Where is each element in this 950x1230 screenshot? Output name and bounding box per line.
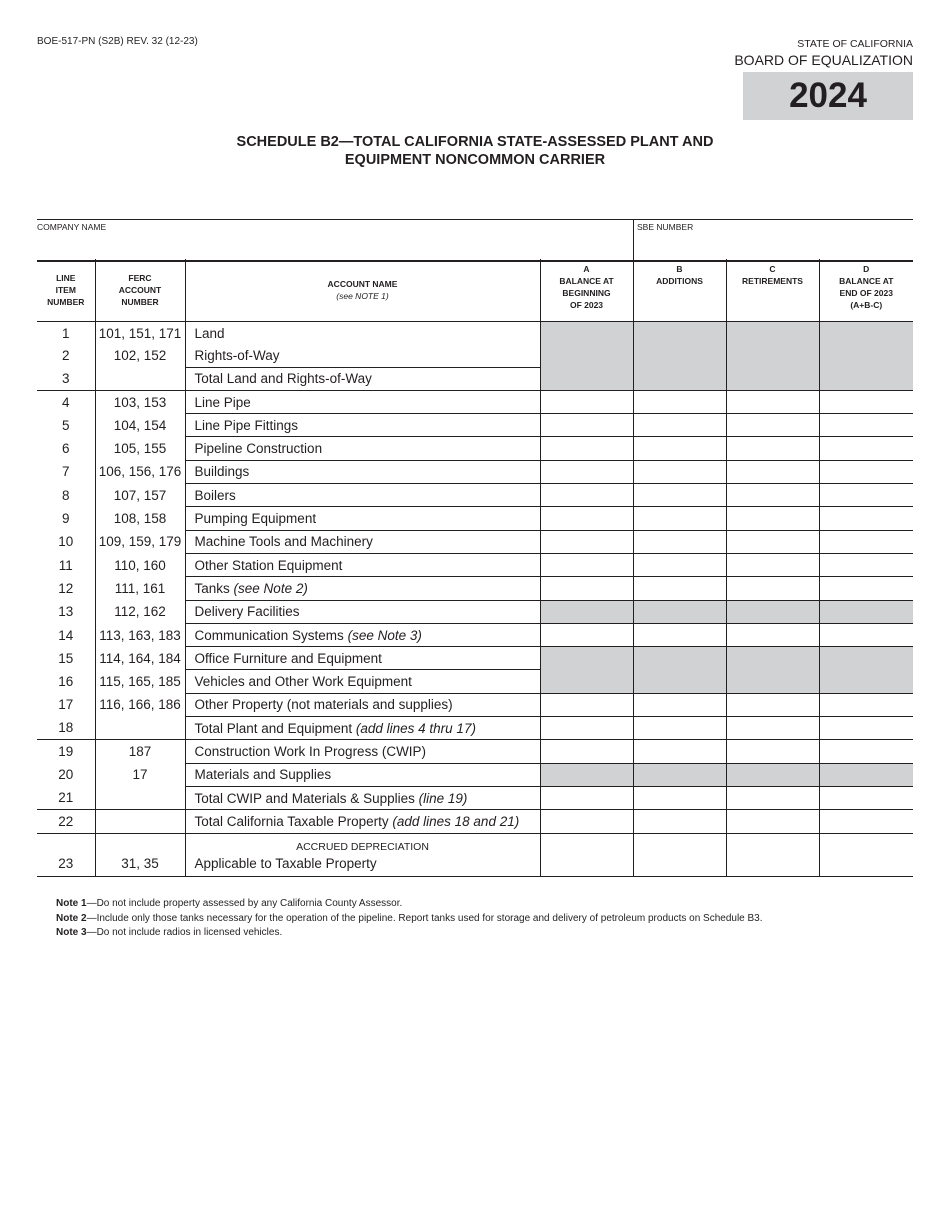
line-item-number: 13 [58, 604, 74, 620]
table-row [37, 623, 913, 646]
amount-cell-a [540, 322, 633, 345]
sbe-number-field[interactable] [633, 220, 914, 260]
col-header-c [726, 259, 819, 322]
ferc-account-number: 110, 160 [95, 553, 185, 576]
amount-cell-d[interactable] [819, 530, 913, 553]
account-name [185, 623, 540, 646]
amount-cell-d[interactable] [819, 414, 913, 437]
amount-cell-d[interactable] [819, 833, 913, 876]
line-item-number: 9 [61, 511, 70, 527]
line-item-number: 16 [58, 674, 74, 690]
amount-cell-d[interactable] [819, 740, 913, 763]
account-name-text: Vehicles and Other Work Equipment [194, 674, 412, 690]
amount-cell-c[interactable] [726, 460, 819, 483]
account-name [185, 322, 540, 345]
account-name-text: Line Pipe Fittings [194, 417, 299, 433]
amount-cell-d[interactable] [819, 810, 913, 833]
amount-cell-a[interactable] [540, 437, 633, 460]
header-text: BEGINNING [562, 288, 611, 298]
account-name [185, 484, 540, 507]
ferc-account-number: 101, 151, 171 [95, 322, 185, 345]
table-row [37, 600, 913, 623]
account-name-note: (see Note 3) [347, 627, 422, 643]
amount-cell-a[interactable] [540, 623, 633, 646]
amount-cell-b [633, 367, 726, 390]
col-header-ferc [95, 259, 185, 322]
account-name [185, 460, 540, 483]
header-text: (A+B-C) [850, 300, 883, 310]
table-row [37, 670, 913, 693]
amount-cell-a[interactable] [540, 530, 633, 553]
amount-cell-b[interactable] [633, 717, 726, 740]
line-item-number: 8 [61, 487, 70, 503]
header-text: LINE [56, 273, 76, 283]
account-name-text: Total California Taxable Property [194, 813, 389, 829]
account-name [185, 717, 540, 740]
ferc-account-number: 104, 154 [95, 414, 185, 437]
line-item-number: 6 [61, 441, 70, 457]
amount-cell-a[interactable] [540, 484, 633, 507]
amount-cell-d [819, 763, 913, 786]
account-name-text: Delivery Facilities [194, 604, 300, 620]
account-name-text: Construction Work In Progress (CWIP) [194, 743, 427, 759]
amount-cell-b[interactable] [633, 460, 726, 483]
header-text: ADDITIONS [656, 276, 703, 286]
table-row [37, 460, 913, 483]
account-name [185, 810, 540, 833]
form-code: BOE-517-PN (S2B) REV. 32 (12-23) [37, 36, 198, 47]
line-item-number: 23 [37, 833, 95, 876]
amount-cell-b[interactable] [633, 484, 726, 507]
amount-cell-a [540, 647, 633, 670]
account-name [185, 507, 540, 530]
note-text: —Do not include radios in licensed vehicles. [86, 927, 283, 938]
ferc-account-number: 105, 155 [95, 437, 185, 460]
header-text: C [769, 264, 776, 274]
ferc-account-number [95, 810, 185, 833]
amount-cell-a[interactable] [540, 693, 633, 716]
board-label: BOARD OF EQUALIZATION [734, 52, 913, 68]
header-text: BALANCE AT [839, 276, 894, 286]
amount-cell-c[interactable] [726, 414, 819, 437]
tax-year-badge: 2024 [743, 72, 913, 120]
note-1 [56, 897, 763, 912]
table-row [37, 367, 913, 390]
account-name [185, 600, 540, 623]
amount-cell-d[interactable] [819, 717, 913, 740]
header-text: B [676, 264, 683, 274]
amount-cell-a [540, 367, 633, 390]
account-name-text: Total Plant and Equipment [194, 720, 353, 736]
ferc-account-number: 109, 159, 179 [95, 530, 185, 553]
line-item-number: 21 [37, 786, 95, 809]
amount-cell-a[interactable] [540, 833, 633, 876]
table-row [37, 740, 913, 763]
amount-cell-c [726, 670, 819, 693]
amount-cell-a [540, 344, 633, 367]
ferc-account-number [95, 786, 185, 809]
note-3 [56, 926, 763, 941]
amount-cell-a[interactable] [540, 460, 633, 483]
amount-cell-c[interactable] [726, 530, 819, 553]
line-item-number: 19 [58, 744, 74, 760]
amount-cell-c[interactable] [726, 833, 819, 876]
note-text: —Include only those tanks necessary for the operation of the pipeline. Report tanks used for storage and delivery of petroleum products on Schedule B3. [86, 912, 763, 924]
table-row [37, 553, 913, 576]
amount-cell-b [633, 670, 726, 693]
account-name-text: Total Land and Rights-of-Way [194, 371, 372, 387]
line-item-number: 1 [61, 325, 70, 341]
col-header-line [37, 259, 95, 322]
account-name [185, 786, 540, 809]
company-name-field[interactable]: COMPANY NAME [37, 222, 107, 232]
amount-cell-d [819, 367, 913, 390]
amount-cell-c [726, 344, 819, 367]
amount-cell-c[interactable] [726, 484, 819, 507]
account-name-note: (add lines 18 and 21) [392, 813, 520, 829]
account-name-note: (add lines 4 thru 17) [355, 720, 476, 736]
table-row [37, 344, 913, 367]
header-text: OF 2023 [569, 300, 604, 310]
ferc-account-number: 112, 162 [95, 600, 185, 623]
amount-cell-b[interactable] [633, 553, 726, 576]
amount-cell-b[interactable] [633, 390, 726, 413]
amount-cell-c[interactable] [726, 553, 819, 576]
amount-cell-c[interactable] [726, 623, 819, 646]
ferc-account-number: 111, 161 [95, 577, 185, 600]
account-name-text: Boilers [194, 487, 236, 503]
line-item-number: 15 [58, 650, 74, 666]
table-row [37, 833, 913, 876]
amount-cell-c[interactable] [726, 693, 819, 716]
amount-cell-d [819, 670, 913, 693]
amount-cell-d[interactable] [819, 577, 913, 600]
title-line-2: EQUIPMENT NONCOMMON CARRIER [344, 152, 606, 168]
ferc-account-number: 116, 166, 186 [95, 693, 185, 716]
amount-cell-c [726, 322, 819, 345]
amount-cell-d [819, 600, 913, 623]
title-line-1: SCHEDULE B2—TOTAL CALIFORNIA STATE-ASSESSED PLANT AND [236, 134, 714, 150]
company-info-row [37, 219, 913, 262]
amount-cell-a[interactable] [540, 577, 633, 600]
amount-cell-b[interactable] [633, 507, 726, 530]
account-name-text: Total CWIP and Materials & Supplies [194, 790, 415, 806]
sbe-number-label: SBE NUMBER [637, 222, 694, 232]
amount-cell-b[interactable] [633, 623, 726, 646]
line-item-number: 2 [61, 348, 70, 364]
amount-cell-b[interactable] [633, 810, 726, 833]
line-item-number: 17 [58, 697, 74, 713]
account-name-text: Buildings [194, 464, 250, 480]
account-name-text: Line Pipe [194, 394, 251, 410]
header-text: A [583, 264, 590, 274]
amount-cell-d[interactable] [819, 786, 913, 809]
amount-cell-a [540, 670, 633, 693]
account-name-label: ACCOUNT NAME [327, 279, 398, 289]
account-name [185, 530, 540, 553]
header-text: ITEM [55, 285, 76, 295]
ferc-account-number: 113, 163, 183 [95, 623, 185, 646]
col-header-d [819, 259, 913, 322]
account-name-note: (see NOTE 1) [336, 291, 389, 301]
table-row [37, 577, 913, 600]
account-name-note: (line 19) [418, 790, 468, 806]
table-row [37, 484, 913, 507]
table-row [37, 437, 913, 460]
ferc-account-number: 102, 152 [95, 344, 185, 367]
account-name-text: Materials and Supplies [194, 767, 332, 783]
col-header-account [185, 259, 540, 322]
account-name-text: Rights-of-Way [194, 347, 280, 363]
state-label: STATE OF CALIFORNIA [797, 38, 913, 50]
amount-cell-a[interactable] [540, 553, 633, 576]
amount-cell-c [726, 600, 819, 623]
col-header-b [633, 259, 726, 322]
amount-cell-b[interactable] [633, 740, 726, 763]
amount-cell-a[interactable] [540, 740, 633, 763]
amount-cell-a[interactable] [540, 390, 633, 413]
ferc-account-number: 187 [95, 740, 185, 763]
line-item-number: 20 [58, 767, 74, 783]
ferc-account-number: 107, 157 [95, 484, 185, 507]
amount-cell-d [819, 322, 913, 345]
amount-cell-c[interactable] [726, 740, 819, 763]
account-name [185, 367, 540, 390]
account-name-text: Other Property (not materials and supplies) [194, 697, 453, 713]
amount-cell-b [633, 600, 726, 623]
line-item-number: 22 [37, 810, 95, 833]
table-row [37, 530, 913, 553]
amount-cell-b [633, 344, 726, 367]
amount-cell-b[interactable] [633, 577, 726, 600]
amount-cell-c[interactable] [726, 390, 819, 413]
account-name [185, 833, 540, 876]
amount-cell-a [540, 600, 633, 623]
amount-cell-c [726, 763, 819, 786]
amount-cell-d[interactable] [819, 484, 913, 507]
table-row [37, 414, 913, 437]
header-text: NUMBER [121, 297, 159, 307]
amount-cell-d[interactable] [819, 693, 913, 716]
account-name-note: (see Note 2) [233, 580, 308, 596]
note-label: Note 2 [56, 912, 87, 924]
account-name [185, 693, 540, 716]
table-row [37, 507, 913, 530]
schedule-table [37, 259, 913, 877]
account-name-text: Machine Tools and Machinery [194, 534, 373, 550]
amount-cell-d[interactable] [819, 623, 913, 646]
note-2 [56, 912, 763, 927]
amount-cell-a[interactable] [540, 717, 633, 740]
table-row [37, 647, 913, 670]
account-name-text: Tanks [194, 580, 230, 596]
ferc-account-number: 31, 35 [95, 833, 185, 876]
amount-cell-c[interactable] [726, 577, 819, 600]
account-name [185, 763, 540, 786]
header-text: ACCOUNT [118, 285, 162, 295]
amount-cell-b[interactable] [633, 530, 726, 553]
line-item-number: 7 [61, 464, 70, 480]
amount-cell-c[interactable] [726, 717, 819, 740]
amount-cell-d[interactable] [819, 460, 913, 483]
account-name [185, 553, 540, 576]
ferc-account-number: 106, 156, 176 [95, 460, 185, 483]
amount-cell-a[interactable] [540, 414, 633, 437]
amount-cell-c[interactable] [726, 437, 819, 460]
notes-section [56, 897, 763, 941]
note-label: Note 3 [56, 927, 87, 938]
ferc-account-number: 114, 164, 184 [95, 647, 185, 670]
header-text: NUMBER [47, 297, 85, 307]
amount-cell-d[interactable] [819, 553, 913, 576]
page-title [0, 133, 950, 169]
ferc-account-number: 108, 158 [95, 507, 185, 530]
account-name [185, 390, 540, 413]
table-row [37, 390, 913, 413]
amount-cell-c[interactable] [726, 507, 819, 530]
amount-cell-b[interactable] [633, 833, 726, 876]
line-item-number: 5 [61, 417, 70, 433]
account-name-text: Applicable to Taxable Property [194, 855, 377, 871]
amount-cell-a[interactable] [540, 810, 633, 833]
amount-cell-c [726, 367, 819, 390]
col-header-a [540, 259, 633, 322]
account-name-text: Communication Systems [194, 627, 344, 643]
header-text: END OF 2023 [839, 288, 893, 298]
amount-cell-b[interactable] [633, 693, 726, 716]
header-text: D [863, 264, 870, 274]
amount-cell-a [540, 763, 633, 786]
ferc-account-number [95, 717, 185, 740]
account-name-text: Pumping Equipment [194, 511, 317, 527]
amount-cell-b [633, 322, 726, 345]
account-name [185, 414, 540, 437]
line-item-number: 18 [37, 717, 95, 740]
ferc-account-number: 103, 153 [95, 390, 185, 413]
amount-cell-a[interactable] [540, 507, 633, 530]
account-name [185, 740, 540, 763]
ferc-account-number [95, 367, 185, 390]
amount-cell-b[interactable] [633, 414, 726, 437]
amount-cell-c [726, 647, 819, 670]
amount-cell-b[interactable] [633, 786, 726, 809]
account-name [185, 670, 540, 693]
table-row [37, 786, 913, 809]
table-row [37, 763, 913, 786]
header-text: BALANCE AT [559, 276, 614, 286]
account-name [185, 577, 540, 600]
amount-cell-d[interactable] [819, 507, 913, 530]
amount-cell-d[interactable] [819, 437, 913, 460]
amount-cell-d[interactable] [819, 390, 913, 413]
header-text: FERC [128, 273, 152, 283]
schedule-body [37, 322, 913, 877]
line-item-number: 14 [58, 627, 74, 643]
note-label: Note 1 [56, 898, 87, 909]
amount-cell-b [633, 647, 726, 670]
accrued-depreciation-label: ACCRUED DEPRECIATION [296, 840, 429, 853]
amount-cell-b[interactable] [633, 437, 726, 460]
line-item-number: 12 [58, 580, 74, 596]
amount-cell-c[interactable] [726, 810, 819, 833]
account-name-text: Office Furniture and Equipment [194, 650, 382, 666]
account-name-text: Other Station Equipment [194, 557, 343, 573]
line-item-number: 4 [61, 394, 70, 410]
amount-cell-c[interactable] [726, 786, 819, 809]
amount-cell-a[interactable] [540, 786, 633, 809]
header-text: RETIREMENTS [742, 276, 803, 286]
note-text: —Do not include property assessed by any California County Assessor. [86, 898, 403, 909]
account-name [185, 437, 540, 460]
account-name [185, 647, 540, 670]
amount-cell-b [633, 763, 726, 786]
line-item-number: 10 [58, 534, 74, 550]
table-row [37, 810, 913, 833]
amount-cell-d [819, 647, 913, 670]
account-name [185, 344, 540, 367]
table-row [37, 717, 913, 740]
account-name-text: Pipeline Construction [194, 441, 323, 457]
table-row [37, 693, 913, 716]
line-item-number: 11 [58, 557, 73, 573]
ferc-account-number: 17 [95, 763, 185, 786]
amount-cell-d [819, 344, 913, 367]
line-item-number: 3 [37, 367, 95, 390]
table-row [37, 322, 913, 345]
account-name-text: Land [194, 325, 225, 341]
ferc-account-number: 115, 165, 185 [95, 670, 185, 693]
